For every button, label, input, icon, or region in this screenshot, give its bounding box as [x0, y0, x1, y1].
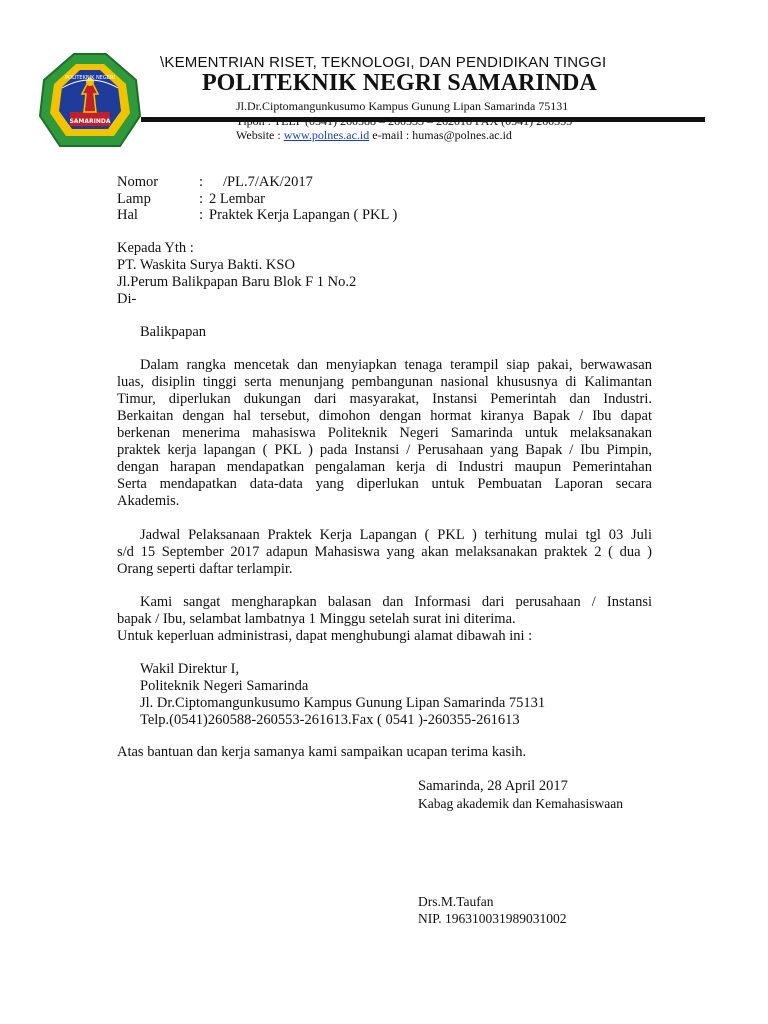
contact-block: [140, 661, 675, 729]
closing-text: Atas bantuan dan kerja samanya kami sampaikan ucapan terima kasih.: [117, 744, 527, 760]
institution-name: POLITEKNIK NEGRI SAMARINDA: [202, 70, 597, 96]
contact-line: Telp.(0541)260588-260553-261613.Fax ( 0541 )-260355-261613: [140, 712, 520, 728]
meta-label: Nomor: [117, 174, 159, 190]
meta-label: Lamp: [117, 190, 151, 207]
p1-line: Timur, diperlukan dukungan dari masyarakat, Instansi Pemerintah dan Industri.: [117, 391, 652, 407]
meta-row-hal: [117, 207, 397, 224]
meta-label: Hal: [117, 207, 138, 223]
signature-position: Kabag akademik dan Kemahasiswaan: [418, 796, 624, 811]
ministry-name: \KEMENTRIAN RISET, TEKNOLOGI, DAN PENDIDIKAN TINGGI: [160, 54, 607, 71]
signature-name: Drs.M.Taufan: [418, 894, 494, 909]
meta-sep: :: [199, 190, 204, 207]
p3-line: Kami sangat mengharapkan balasan dan Informasi dari perusahaan / Instansi: [140, 594, 652, 610]
website-label: Website :: [236, 128, 281, 142]
paragraph-1: [117, 357, 652, 510]
recipient-di: Di-: [117, 291, 137, 307]
contact-line: Politeknik Negeri Samarinda: [140, 678, 309, 694]
recipient-block: [117, 240, 652, 308]
p1-line: Akademis.: [117, 493, 180, 509]
closing-line: [117, 744, 652, 761]
p1-line: Dalam rangka mencetak dan menyiapkan tenaga terampil siap pakai, berwawasan: [140, 357, 652, 373]
letterhead-rule: [141, 117, 705, 122]
signature-nip: NIP. 196310031989031002: [418, 911, 567, 926]
recipient-city: Balikpapan: [140, 324, 207, 340]
website-link[interactable]: www.polnes.ac.id: [283, 128, 370, 142]
p3-line: Untuk keperluan administrasi, dapat menghubungi alamat dibawah ini :: [117, 628, 533, 644]
p2-line: s/d 15 September 2017 adapun Mahasiswa yang akan melaksanakan praktek 2 ( dua ): [117, 544, 652, 560]
meta-value: 2 Lembar: [209, 190, 265, 207]
p2-line: Orang seperti daftar terlampir.: [117, 561, 293, 577]
recipient-street: Jl.Perum Balikpapan Baru Blok F 1 No.2: [117, 274, 357, 290]
paragraph-3: [117, 594, 652, 645]
contact-line: Wakil Direktur I,: [140, 661, 240, 677]
meta-sep: :: [199, 174, 204, 190]
polnes-logo: [36, 50, 144, 150]
p1-line: Berkaitan dengan hal tersebut, dimohon dengan hormat kiranya Bapak / Ibu dapat: [117, 408, 652, 424]
contact-line: Jl. Dr.Ciptomangunkusumo Kampus Gunung Lipan Samarinda 75131: [140, 695, 546, 711]
meta-sep: :: [199, 207, 204, 223]
p1-line: dengan harapan mendapatkan pengalaman kerja di Industri maupun Pemerintahan: [117, 459, 652, 475]
p1-line: Serta mendapatkan data-data yang diperlukan untuk Pembuatan Laporan secara: [117, 476, 652, 492]
meta-row-lamp: [117, 191, 397, 208]
signature-place-date: Samarinda, 28 April 2017: [418, 778, 568, 794]
logo-city: SAMARINDA: [69, 118, 111, 125]
meta-value: Praktek Kerja Lapangan ( PKL ): [209, 207, 398, 223]
letter-meta: [117, 174, 397, 224]
p1-line: berkenan menerima mahasiswa Politeknik Negeri Samarinda untuk melaksanakan: [117, 425, 652, 441]
meta-value: /PL.7/AK/2017: [223, 174, 313, 190]
p1-line: luas, disiplin tinggi serta menunjang pembangunan nasional khususnya di Kalimantan: [117, 374, 652, 390]
meta-row-nomor: [117, 174, 397, 191]
website-line: [236, 128, 512, 143]
p3-line: bapak / Ibu, selambat lambatnya 1 Minggu setelah surat ini diterima.: [117, 611, 516, 627]
paragraph-2: [117, 527, 652, 578]
recipient-company: PT. Waskita Surya Bakti. KSO: [117, 257, 295, 273]
p1-line: praktek kerja lapangan ( PKL ) pada Instansi / Perusahaan yang Bapak / Ibu Pimpin,: [117, 442, 652, 458]
logo-text: POLITEKNIK NEGERI: [65, 75, 115, 81]
institution-address: Jl.Dr.Ciptomangunkusumo Kampus Gunung Lipan Samarinda 75131: [236, 99, 569, 113]
email-address: humas@polnes.ac.id: [412, 128, 512, 142]
email-label: e-mail :: [372, 128, 410, 142]
p2-line: Jadwal Pelaksanaan Praktek Kerja Lapangan ( PKL ) terhitung mulai tgl 03 Juli: [140, 527, 652, 543]
recipient-greeting: Kepada Yth :: [117, 240, 194, 256]
